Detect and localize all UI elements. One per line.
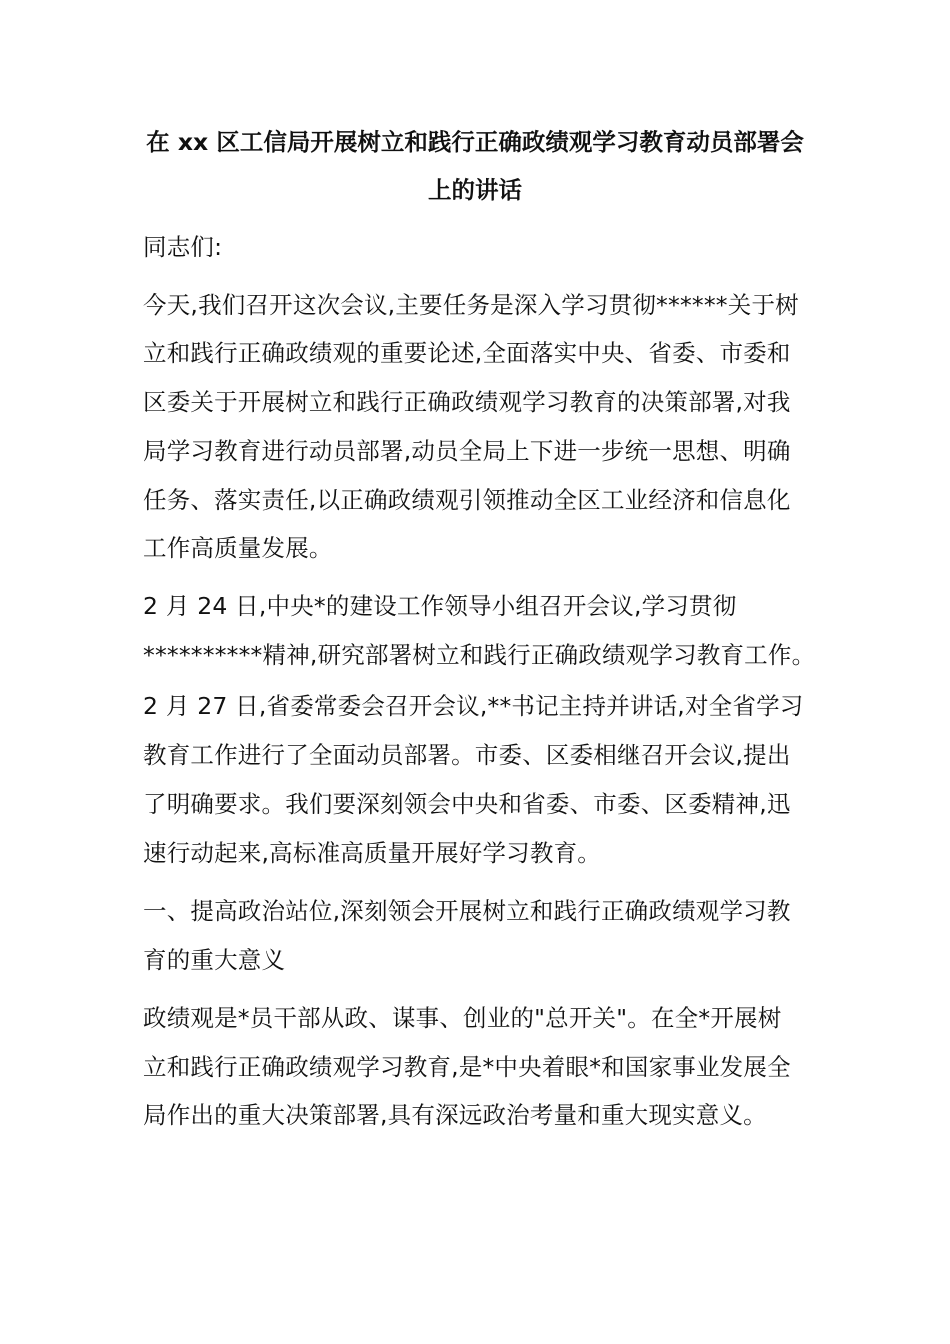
paragraph-line: 今天,我们召开这次会议,主要任务是深入学习贯彻******关于树 (143, 291, 799, 319)
paragraph-line: **********精神,研究部署树立和践行正确政绩观学习教育工作。 (143, 641, 816, 669)
paragraph-line: 局学习教育进行动员部署,动员全局上下进一步统一思想、明确 (143, 437, 791, 465)
paragraph-line: 任务、落实责任,以正确政绩观引领推动全区工业经济和信息化 (143, 486, 791, 514)
document-title-line-1: 在 xx 区工信局开展树立和践行正确政绩观学习教育动员部署会 (146, 128, 804, 156)
paragraph-line: 政绩观是*员干部从政、谋事、创业的"总开关"。在全*开展树 (143, 1004, 782, 1032)
paragraph-line: 2 月 24 日,中央*的建设工作领导小组召开会议,学习贯彻 (143, 592, 737, 620)
paragraph-line: 区委关于开展树立和践行正确政绩观学习教育的决策部署,对我 (143, 388, 791, 416)
paragraph-line: 立和践行正确政绩观的重要论述,全面落实中央、省委、市委和 (143, 339, 791, 367)
section-heading-line: 育的重大意义 (143, 946, 286, 974)
document-title-line-2: 上的讲话 (428, 176, 522, 204)
paragraph-line: 工作高质量发展。 (143, 534, 333, 562)
paragraph-line: 速行动起来,高标准高质量开展好学习教育。 (143, 839, 601, 867)
paragraph-line: 2 月 27 日,省委常委会召开会议,**书记主持并讲话,对全省学习 (143, 692, 804, 720)
paragraph-line: 立和践行正确政绩观学习教育,是*中央着眼*和国家事业发展全 (143, 1053, 791, 1081)
paragraph-line: 教育工作进行了全面动员部署。市委、区委相继召开会议,提出 (143, 741, 791, 769)
section-heading-line: 一、提高政治站位,深刻领会开展树立和践行正确政绩观学习教 (143, 897, 791, 925)
paragraph-line: 局作出的重大决策部署,具有深远政治考量和重大现实意义。 (143, 1101, 767, 1129)
paragraph-line: 了明确要求。我们要深刻领会中央和省委、市委、区委精神,迅 (143, 790, 791, 818)
greeting: 同志们: (143, 233, 223, 261)
